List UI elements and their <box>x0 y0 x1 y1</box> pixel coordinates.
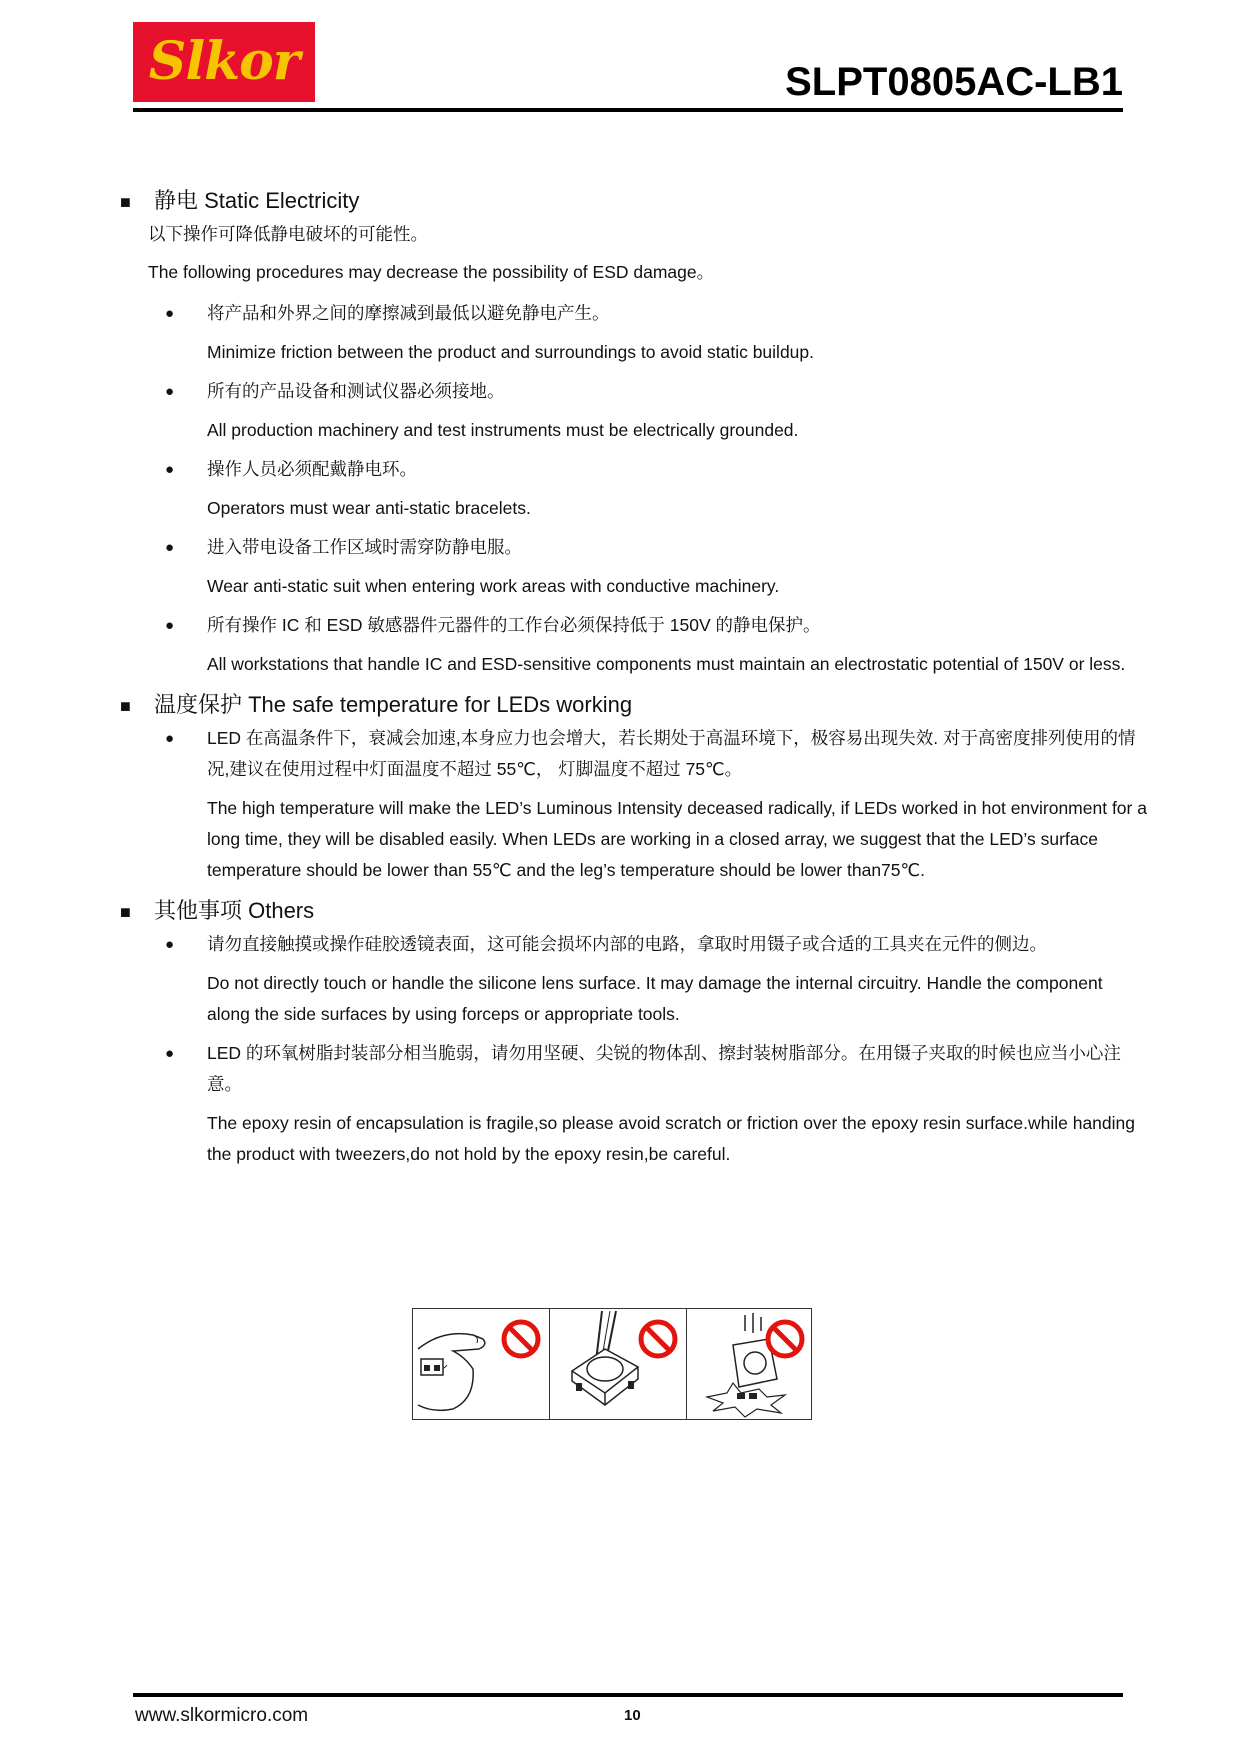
item-en: The epoxy resin of encapsulation is fragile,so please avoid scratch or friction over the epoxy resin surface.while handing the product with tweezers,do not hold by the epoxy resin,be careful. <box>207 1113 1136 1164</box>
drop-impact-icon <box>687 1309 813 1419</box>
square-bullet-icon: ■ <box>120 902 131 922</box>
finger-touch-icon <box>413 1309 549 1419</box>
handling-illustration <box>412 1308 812 1420</box>
list-item: ● 操作人员必须配戴静电环。 <box>165 454 1150 485</box>
square-bullet-icon: ■ <box>120 192 131 212</box>
list-item: ● LED 的环氧树脂封装部分相当脆弱，请勿用坚硬、尖锐的物体刮、擦封装树脂部分。在用镊子夹取的时候也应当小心注意。 <box>165 1038 1150 1100</box>
intro-en: The following procedures may decrease the possibility of ESD damage。 <box>148 262 715 282</box>
footer-website-link[interactable]: www.slkormicro.com <box>135 1705 309 1726</box>
item-en: Minimize friction between the product and surroundings to avoid static buildup. <box>207 342 815 362</box>
item-en: Operators must wear anti-static bracelets. <box>207 498 531 518</box>
intro-cn: 以下操作可降低静电破坏的可能性。 <box>148 224 428 244</box>
drop-impact-panel <box>687 1309 813 1419</box>
list-item: ● 将产品和外界之间的摩擦减到最低以避免静电产生。 <box>165 298 1150 329</box>
logo-text: Slkor <box>148 31 300 92</box>
bullet-icon: ● <box>165 617 175 634</box>
part-number-title: SLPT0805AC-LB1 <box>785 60 1123 104</box>
list-item: ● 请勿直接触摸或操作硅胶透镜表面，这可能会损坏内部的电路，拿取时用镊子或合适的工具夹在元件的侧边。 <box>165 929 1150 960</box>
list-item: ● 所有的产品设备和测试仪器必须接地。 <box>165 376 1150 407</box>
bullet-icon: ● <box>165 461 175 478</box>
item-en: All workstations that handle IC and ESD-sensitive components must maintain an electrostatic potential of 150V or less. <box>207 654 1126 674</box>
page-number: 10 <box>624 1707 641 1724</box>
slkor-logo <box>133 22 315 102</box>
finger-touch-panel <box>413 1309 550 1419</box>
section-heading-temperature <box>120 690 1150 721</box>
bullet-icon: ● <box>165 305 175 322</box>
square-bullet-icon: ■ <box>120 696 131 716</box>
item-en: Wear anti-static suit when entering work areas with conductive machinery. <box>207 576 780 596</box>
footer-divider <box>133 1693 1123 1697</box>
bullet-icon: ● <box>165 539 175 556</box>
list-item: ● 进入带电设备工作区域时需穿防静电服。 <box>165 532 1150 563</box>
bullet-icon: ● <box>165 1045 175 1062</box>
tweezers-panel <box>550 1309 687 1419</box>
item-en: All production machinery and test instruments must be electrically grounded. <box>207 420 799 440</box>
tweezers-icon <box>550 1309 686 1419</box>
section-heading-static <box>120 186 1150 217</box>
section-heading-others <box>120 896 1150 927</box>
section-title: 温度保护 The safe temperature for LEDs working <box>154 692 633 717</box>
bullet-icon: ● <box>165 730 175 747</box>
main-content <box>120 186 1150 1170</box>
section-title: 静电 Static Electricity <box>154 188 360 213</box>
header-divider <box>133 108 1123 112</box>
item-en: Do not directly touch or handle the silicone lens surface. It may damage the internal circuitry. Handle the component along the side surfaces by using forceps or appropriate tools. <box>207 973 1103 1024</box>
bullet-icon: ● <box>165 936 175 953</box>
list-item: ● LED 在高温条件下，衰减会加速,本身应力也会增大，若长期处于高温环境下，极容易出现失效. 对于高密度排列使用的情况,建议在使用过程中灯面温度不超过 55℃， 灯脚温度不超过 75℃。 <box>165 723 1150 785</box>
bullet-icon: ● <box>165 383 175 400</box>
list-item: ● 所有操作 IC 和 ESD 敏感器件元器件的工作台必须保持低于 150V 的静电保护。 <box>165 610 1150 641</box>
section-title: 其他事项 Others <box>154 898 315 923</box>
item-en: The high temperature will make the LED’s Luminous Intensity deceased radically, if LEDs worked in hot environment for a long time, they will be disabled easily. When LEDs are working in a closed array, we suggest that the LED’s surface temperature should be lower than 55℃ and the leg’s temperature should be lower than75℃. <box>207 798 1147 880</box>
